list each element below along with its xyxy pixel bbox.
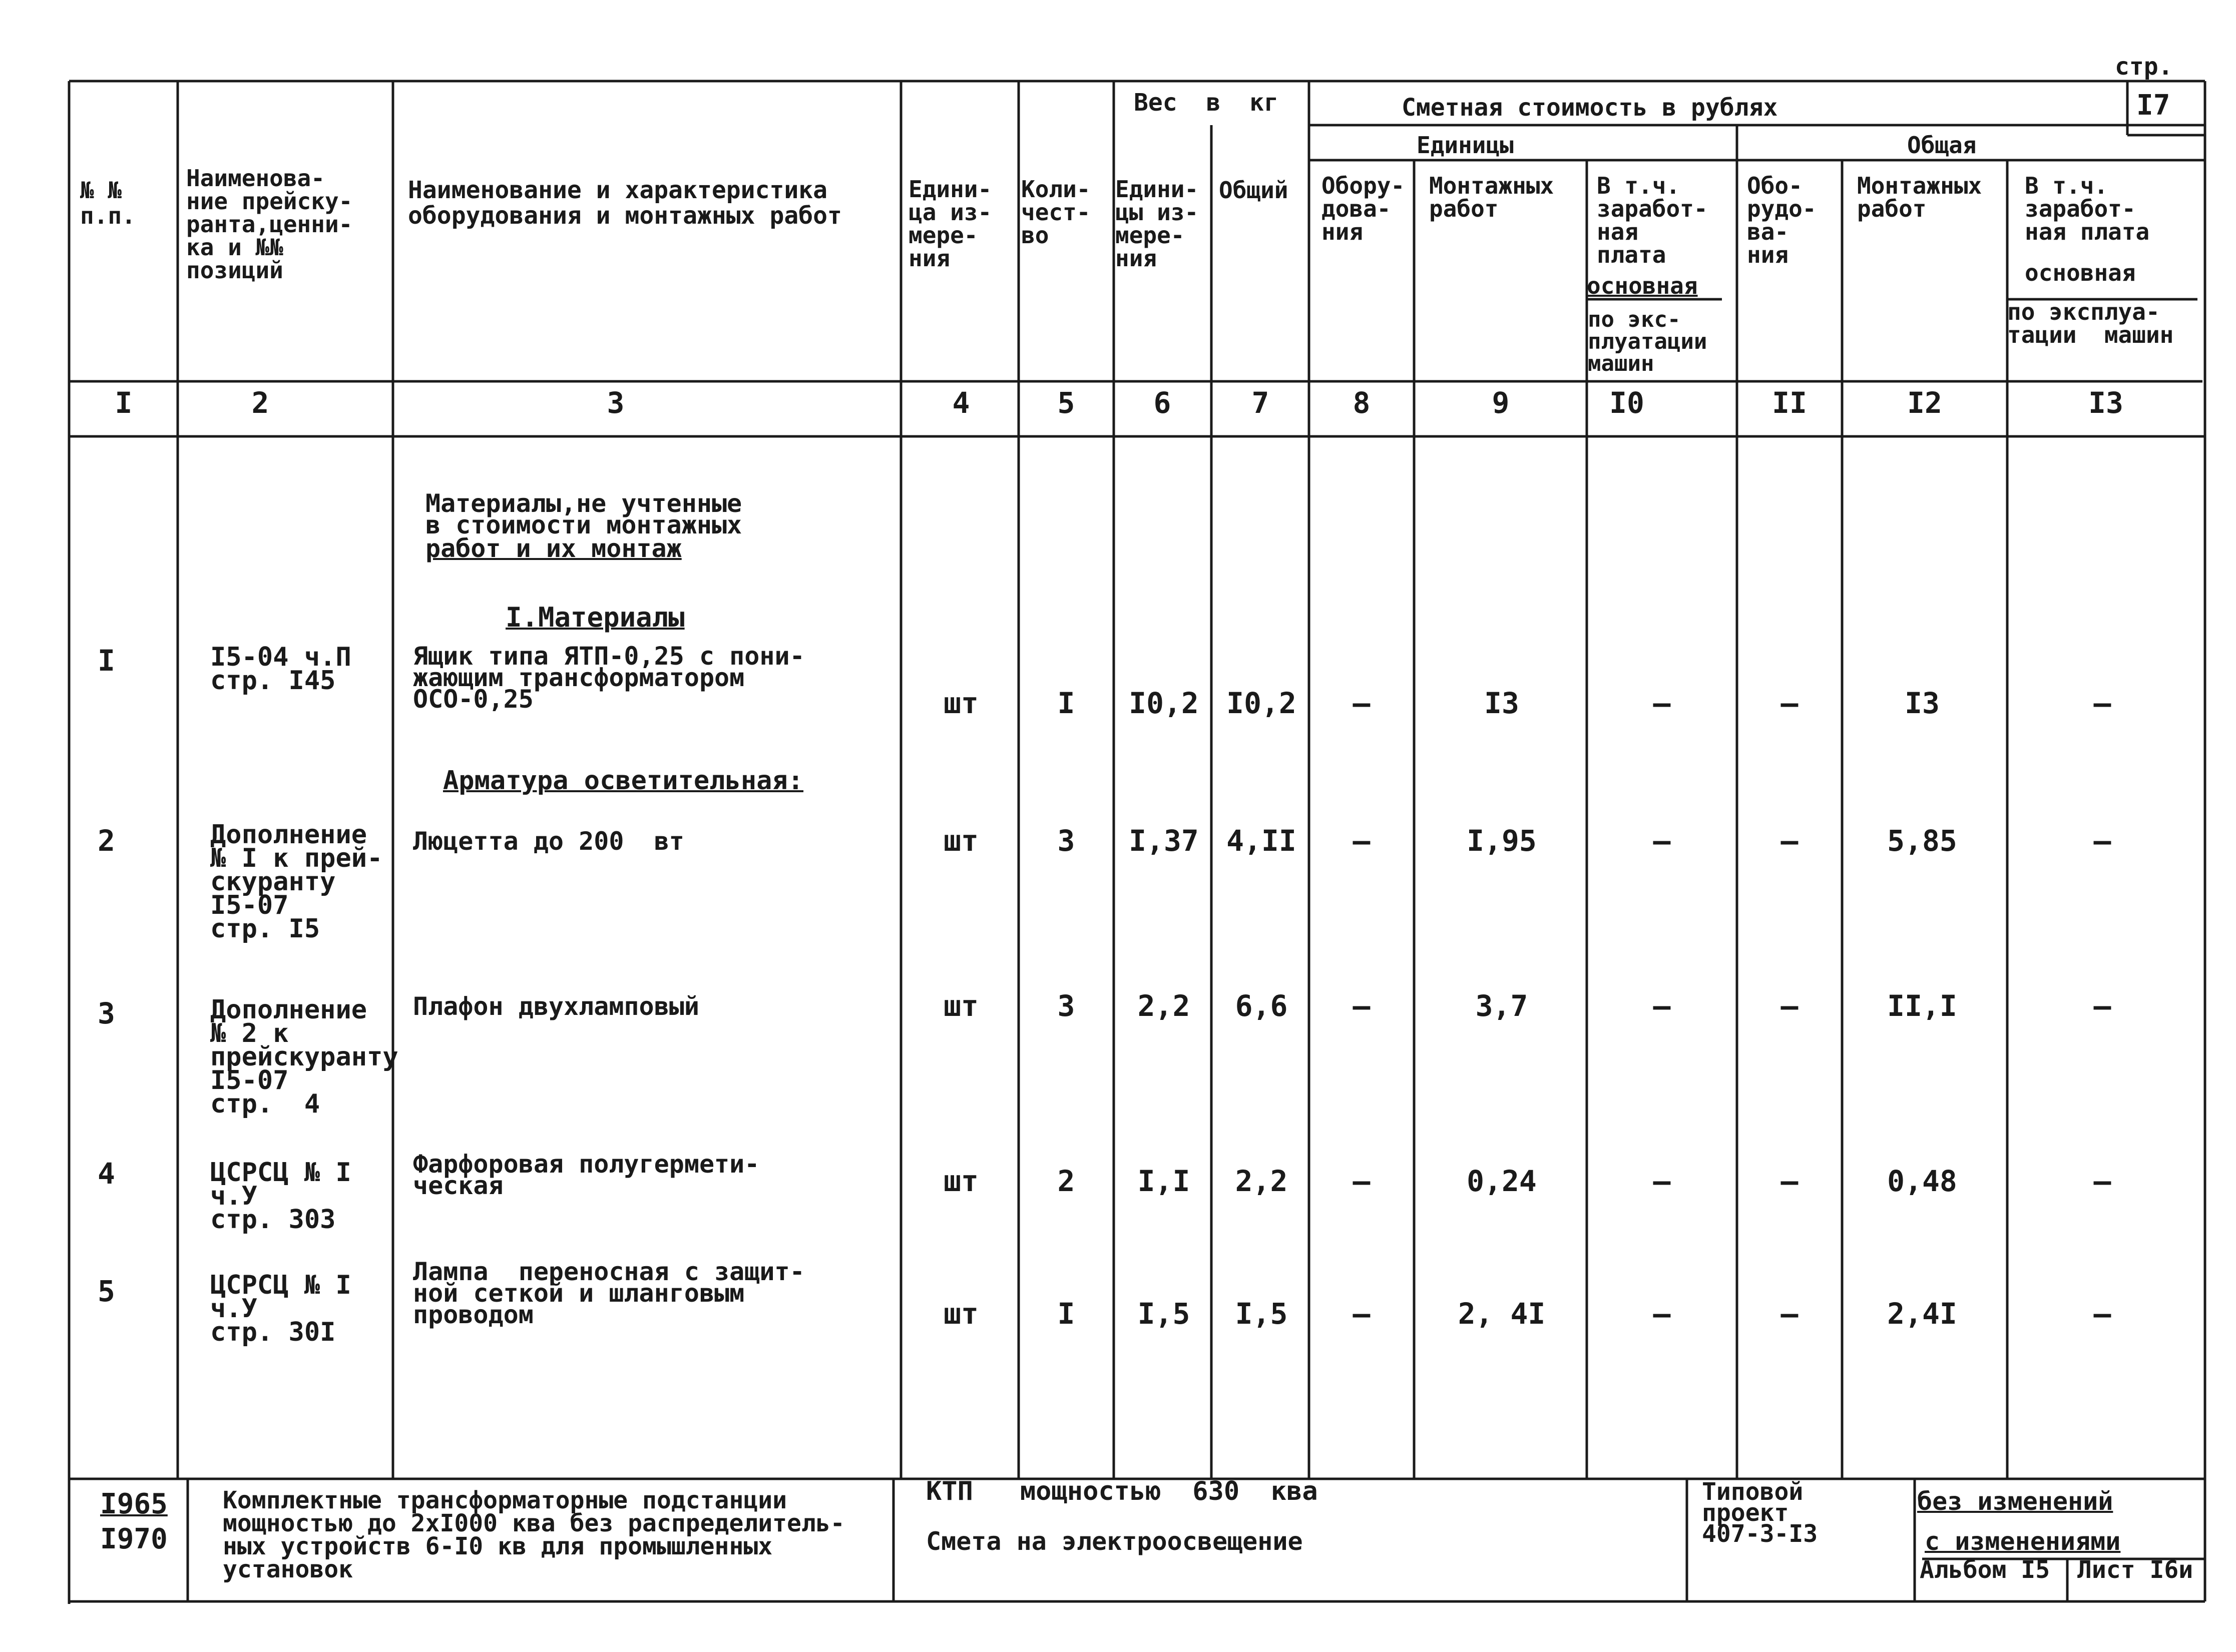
cell-reference: ЦСРСЦ № I ч.У стр. 30I — [210, 1270, 351, 1347]
cell-c-equip: – — [1353, 824, 1371, 858]
header-install-total: Монтажных работ — [1857, 172, 1982, 222]
cell-c-install: I3 — [1484, 686, 1519, 720]
column-number: 5 — [1057, 386, 1075, 420]
cell-t-install: I3 — [1905, 686, 1940, 720]
section-intro-underlined: работ и их монтаж — [425, 534, 682, 563]
cell-reference: I5-04 ч.П стр. I45 — [210, 642, 351, 696]
cell-w-unit: I0,2 — [1129, 686, 1199, 720]
column-number: 3 — [607, 386, 625, 420]
cell-name: Ящик типа ЯТП-0,25 с пони- жающим трансформатором ОСО-0,25 — [413, 642, 805, 714]
cell-c-wage: – — [1653, 989, 1671, 1023]
cell-num: 3 — [98, 996, 115, 1030]
cell-num: I — [98, 644, 115, 678]
column-number: I3 — [2088, 386, 2123, 420]
header-wage-pre: В т.ч. заработ- ная плата — [1597, 172, 1708, 268]
cell-t-install: 0,48 — [1887, 1164, 1957, 1198]
cell-t-install: 5,85 — [1887, 824, 1957, 858]
cell-c-wage: – — [1653, 686, 1671, 720]
cell-reference: ЦСРСЦ № I ч.У стр. 303 — [210, 1158, 351, 1235]
cell-w-total: I0,2 — [1226, 686, 1296, 720]
cell-c-install: 2, 4I — [1458, 1297, 1546, 1331]
header-weight: Вес в кг — [1134, 89, 1278, 117]
cell-t-equip: – — [1780, 686, 1799, 720]
cell-qty: I — [1057, 1297, 1075, 1331]
cell-t-wage: – — [2093, 989, 2111, 1023]
cell-unit: шт — [944, 1297, 979, 1331]
cell-w-total: 6,6 — [1235, 989, 1288, 1023]
cell-t-install: II,I — [1887, 989, 1957, 1023]
footer-with-change: с изменениями — [1925, 1527, 2121, 1556]
header-num: № № п.п. — [80, 177, 136, 229]
header-qty: Коли- чест- во — [1021, 176, 1091, 249]
header-per-unit: Единицы — [1417, 132, 1514, 159]
header-weight-unit: Едини- цы из- мере- ния — [1115, 176, 1199, 272]
cell-num: 5 — [98, 1274, 115, 1308]
column-number: I2 — [1907, 386, 1942, 420]
cell-c-equip: – — [1353, 1297, 1371, 1331]
footer-year-top: I965 — [100, 1488, 168, 1520]
header-wage-total-pre: В т.ч. заработ- ная плата — [2025, 172, 2150, 245]
header-equip: Обору- дова- ния — [1321, 172, 1405, 245]
cell-c-wage: – — [1653, 1297, 1671, 1331]
cell-t-wage: – — [2093, 1164, 2111, 1198]
cell-w-total: I,5 — [1235, 1297, 1288, 1331]
footer-no-change: без изменений — [1917, 1487, 2113, 1516]
header-name: Наименование и характеристика оборудования и монтажных работ — [408, 176, 842, 230]
cell-unit: шт — [944, 1164, 979, 1198]
cell-num: 4 — [98, 1157, 115, 1191]
cell-c-install: 0,24 — [1467, 1164, 1537, 1198]
column-number: 4 — [952, 386, 970, 420]
cell-name: Люцетта до 200 вт — [413, 827, 684, 856]
cell-qty: I — [1057, 686, 1075, 720]
cell-name: Фарфоровая полугермети- ческая — [413, 1150, 760, 1200]
header-unit: Едини- ца из- мере- ния — [909, 176, 992, 272]
cell-qty: 3 — [1057, 989, 1075, 1023]
header-install: Монтажных работ — [1429, 172, 1554, 222]
header-wage-exp: по экс- плуатации машин — [1588, 307, 1707, 376]
footer-title: Комплектные трансформаторные подстанции мощностью до 2хI000 ква без распределитель- ных устройств 6-I0 кв для промышленных установок — [223, 1486, 845, 1583]
header-weight-total: Общий — [1219, 177, 1288, 204]
cell-c-equip: – — [1353, 1164, 1371, 1198]
header-wage-total-main: основная — [2025, 259, 2136, 286]
cell-c-wage: – — [1653, 824, 1671, 858]
footer-ktp: КТП мощностью 630 ква — [926, 1476, 1318, 1506]
footer-project: Типовой проект 407-3-I3 — [1702, 1478, 1818, 1548]
cell-w-total: 2,2 — [1235, 1164, 1288, 1198]
header-total: Общая — [1907, 132, 1977, 159]
column-number: 7 — [1251, 386, 1269, 420]
cell-t-equip: – — [1780, 824, 1799, 858]
cell-c-install: 3,7 — [1475, 989, 1528, 1023]
cell-num: 2 — [98, 824, 115, 858]
cell-t-equip: – — [1780, 989, 1799, 1023]
cell-name: Лампа переносная с защит- ной сеткой и шланговым проводом — [413, 1257, 805, 1329]
cell-name: Плафон двухламповый — [413, 992, 699, 1021]
cell-c-equip: – — [1353, 686, 1371, 720]
header-cost: Сметная стоимость в рублях — [1402, 94, 1778, 122]
cell-t-install: 2,4I — [1887, 1297, 1957, 1331]
cell-c-equip: – — [1353, 989, 1371, 1023]
footer-sheet: Лист I6и — [2077, 1556, 2193, 1584]
column-number: II — [1772, 386, 1807, 420]
cell-reference: Дополнение № 2 к прейскуранту I5-07 стр. 4 — [210, 995, 398, 1119]
cell-c-install: I,95 — [1467, 824, 1537, 858]
cell-w-unit: I,5 — [1137, 1297, 1190, 1331]
cell-t-wage: – — [2093, 686, 2111, 720]
footer-album: Альбом I5 — [1920, 1556, 2050, 1584]
cell-t-equip: – — [1780, 1297, 1799, 1331]
header-equip-total: Обо- рудо- ва- ния — [1747, 172, 1817, 268]
column-number: I0 — [1609, 386, 1644, 420]
cell-t-equip: – — [1780, 1164, 1799, 1198]
page-label: стр. — [2115, 53, 2173, 81]
cell-w-unit: 2,2 — [1137, 989, 1190, 1023]
cell-qty: 3 — [1057, 824, 1075, 858]
column-number: 6 — [1153, 386, 1171, 420]
cell-unit: шт — [944, 824, 979, 858]
column-number: 9 — [1492, 386, 1510, 420]
column-number: 2 — [251, 386, 269, 420]
section-intro: Материалы,не учтенные в стоимости монтажных — [425, 489, 742, 539]
cell-t-wage: – — [2093, 1297, 2111, 1331]
cell-w-unit: I,37 — [1129, 824, 1199, 858]
cell-unit: шт — [944, 686, 979, 720]
cell-w-total: 4,II — [1226, 824, 1296, 858]
column-number: I — [115, 386, 133, 420]
header-wage-total-exp: по эксплуа- тации машин — [2007, 298, 2174, 348]
header-wage-main: основная — [1587, 272, 1698, 299]
header-pricelist: Наименова- ние прейску- ранта,ценни- ка и №№ позиций — [186, 165, 353, 284]
page-number: I7 — [2136, 89, 2170, 122]
cell-unit: шт — [944, 989, 979, 1023]
cell-w-unit: I,I — [1137, 1164, 1190, 1198]
column-number: 8 — [1353, 386, 1371, 420]
footer-year-bottom: I970 — [100, 1523, 168, 1555]
cell-qty: 2 — [1057, 1164, 1075, 1198]
section-armature: Арматура осветительная: — [443, 766, 804, 796]
section-materials: I.Материалы — [506, 602, 685, 633]
cell-t-wage: – — [2093, 824, 2111, 858]
cell-c-wage: – — [1653, 1164, 1671, 1198]
cell-reference: Дополнение № I к прей- скуранту I5-07 стр. I5 — [210, 820, 383, 944]
footer-smeta: Смета на электроосвещение — [926, 1527, 1303, 1556]
